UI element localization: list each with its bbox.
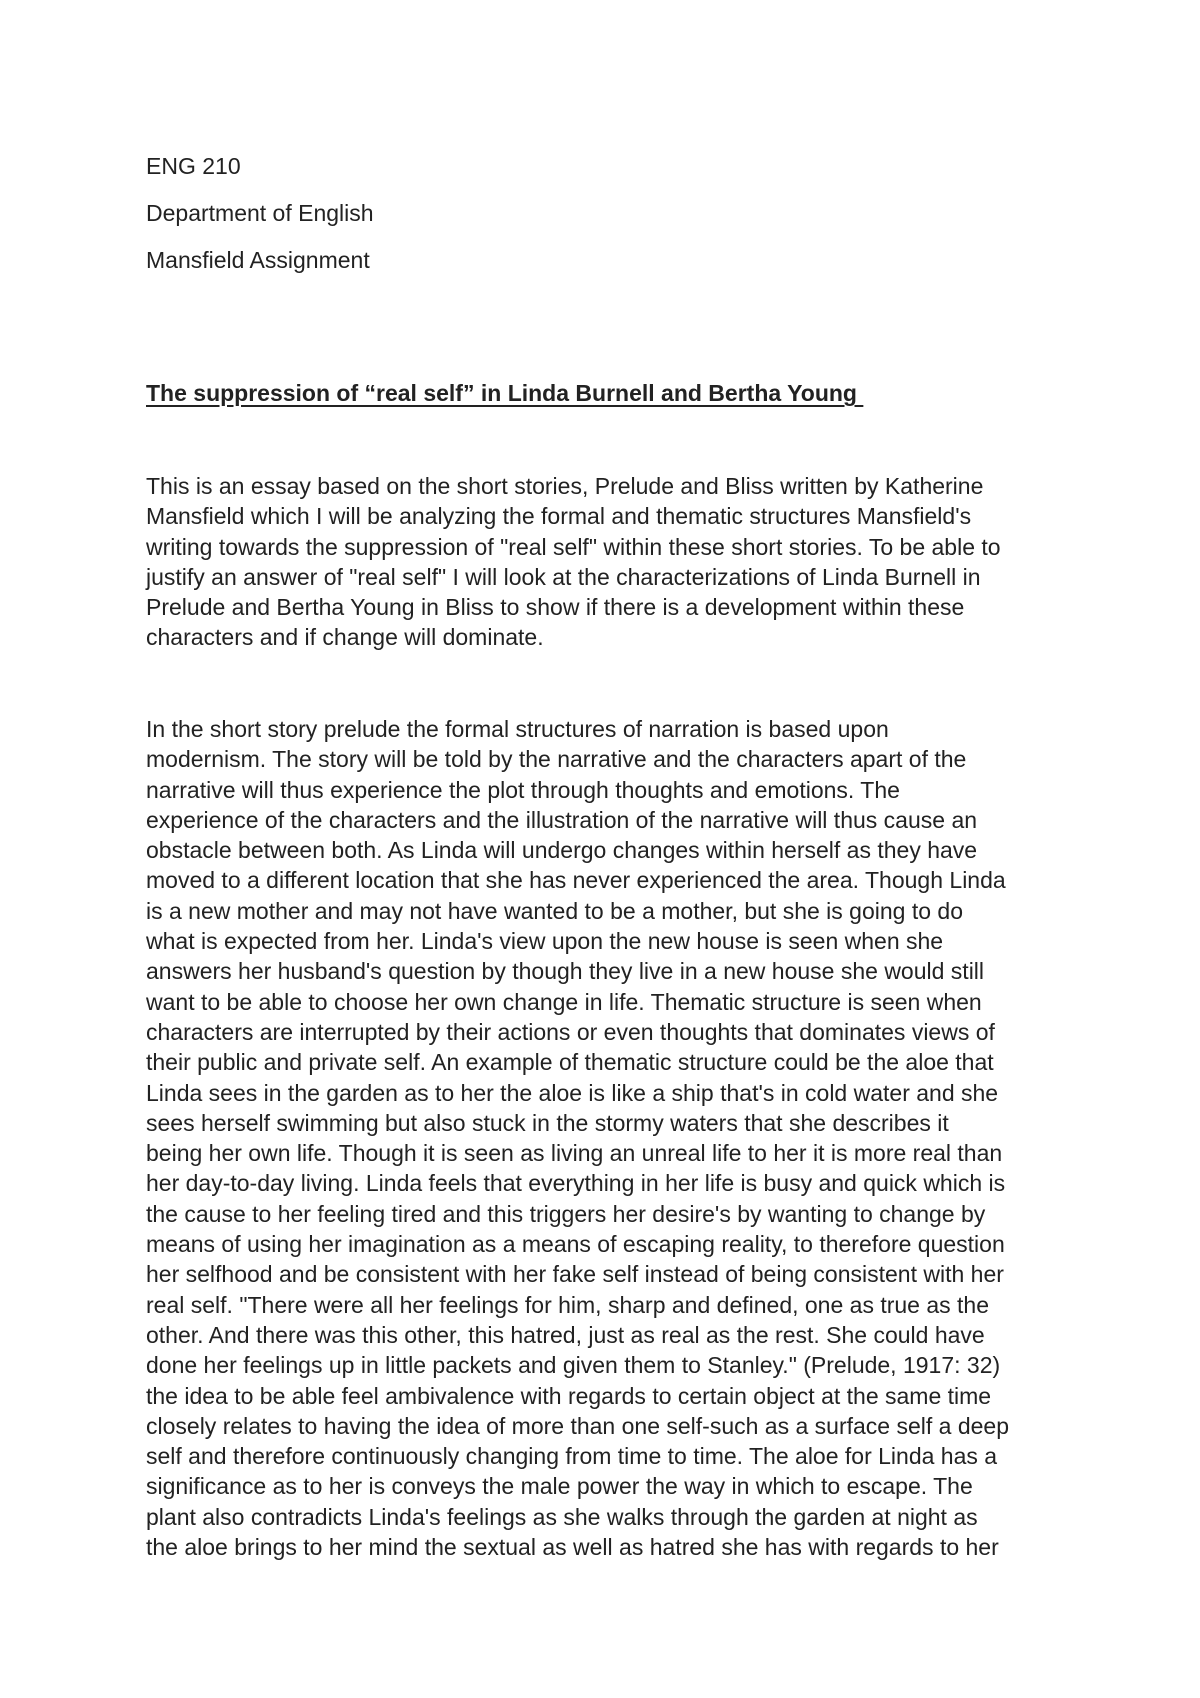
course-code: ENG 210 xyxy=(146,153,241,179)
text-line: means of using her imagination as a means of escaping reality, to therefore question xyxy=(146,1231,1005,1258)
text-line: what is expected from her. Linda's view upon the new house is seen when she xyxy=(146,928,944,955)
paragraph-body xyxy=(146,714,1066,1562)
department-name: Department of English xyxy=(146,200,374,226)
text-line: is a new mother and may not have wanted to be a mother, but she is going to do xyxy=(146,897,964,924)
text-line: justify an answer of "real self" I will look at the characterizations of Linda Burnell in xyxy=(146,563,981,590)
text-line: In the short story prelude the formal structures of narration is based upon xyxy=(146,716,889,742)
text-line: writing towards the suppression of "real self" within these short stories. To be able to xyxy=(146,533,1001,560)
text-line: the idea to be able feel ambivalence with regards to certain object at the same time xyxy=(146,1382,992,1409)
text-line: sees herself swimming but also stuck in the stormy waters that she describes it xyxy=(146,1109,949,1136)
text-line: their public and private self. An example of thematic structure could be the aloe that xyxy=(146,1049,994,1076)
text-line: Prelude and Bertha Young in Bliss to show if there is a development within these xyxy=(146,594,965,621)
text-line: the cause to her feeling tired and this triggers her desire's by wanting to change by xyxy=(146,1200,986,1227)
text-line: significance as to her is conveys the male power the way in which to escape. The xyxy=(146,1473,973,1500)
text-line: narrative will thus experience the plot through thoughts and emotions. The xyxy=(146,776,900,803)
text-line: moved to a different location that she has never experienced the area. Though Linda xyxy=(146,867,1006,894)
assignment-name: Mansfield Assignment xyxy=(146,247,370,273)
text-line: her day-to-day living. Linda feels that everything in her life is busy and quick which is xyxy=(146,1170,1006,1197)
text-line: Mansfield which I will be analyzing the formal and thematic structures Mansfield's xyxy=(146,503,972,530)
text-line: closely relates to having the idea of more than one self-such as a surface self a deep xyxy=(146,1412,1010,1439)
text-line: plant also contradicts Linda's feelings as she walks through the garden at night as xyxy=(146,1503,978,1530)
text-line: her selfhood and be consistent with her fake self instead of being consistent with her xyxy=(146,1261,1004,1288)
text-line: experience of the characters and the illustration of the narrative will thus cause an xyxy=(146,806,978,833)
text-line: real self. "There were all her feelings for him, sharp and defined, one as true as the xyxy=(146,1291,990,1318)
text-line: modernism. The story will be told by the narrative and the characters apart of the xyxy=(146,746,967,773)
text-line: answers her husband's question by though they live in a new house she would still xyxy=(146,958,985,985)
text-line: obstacle between both. As Linda will undergo changes within herself as they have xyxy=(146,837,978,864)
text-line: want to be able to choose her own change in life. Thematic structure is seen when xyxy=(146,988,982,1015)
document-header xyxy=(146,143,1086,284)
text-line: This is an essay based on the short stories, Prelude and Bliss written by Katherine xyxy=(146,473,984,499)
essay-title: The suppression of “real self” in Linda Burnell and Bertha Young xyxy=(146,380,864,406)
text-line: the aloe brings to her mind the sextual as well as hatred she has with regards to her xyxy=(146,1534,999,1561)
text-line: characters and if change will dominate. xyxy=(146,624,544,651)
text-line: done her feelings up in little packets and given them to Stanley." (Prelude, 1917: 32) xyxy=(146,1352,1001,1379)
text-line: other. And there was this other, this hatred, just as real as the rest. She could have xyxy=(146,1321,985,1348)
text-line: characters are interrupted by their actions or even thoughts that dominates views of xyxy=(146,1018,995,1045)
text-line: being her own life. Though it is seen as living an unreal life to her it is more real than xyxy=(146,1140,1003,1167)
paragraph-introduction xyxy=(146,471,1066,653)
text-line: Linda sees in the garden as to her the aloe is like a ship that's in cold water and she xyxy=(146,1079,999,1106)
text-line: self and therefore continuously changing from time to time. The aloe for Linda has a xyxy=(146,1443,998,1470)
